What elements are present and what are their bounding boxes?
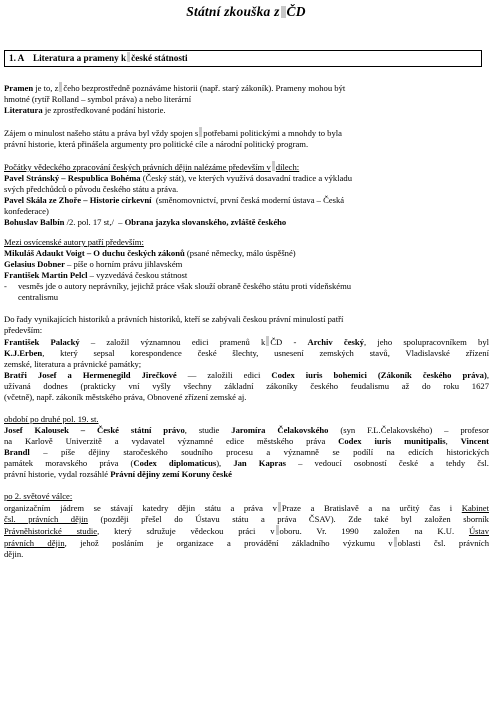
entry-dobner: Gelasius Dobner – píše o horním právu jihlavském xyxy=(4,259,183,269)
entry-stransky-2: svých předchůdců o původu českého státu a práva. xyxy=(4,184,179,194)
heading-obdobi: období po druhé pol. 19. st. xyxy=(4,414,99,424)
entry-skala: Pavel Skála ze Zhoře – Historie církevní (směnomovnictví, první česká moderní ústava – Česká xyxy=(4,195,345,205)
entry-kapras-2: právní historie, vydal rozsáhlé Právní dějiny zemí Koruny české xyxy=(4,469,232,479)
entry-jireckove-3: (včetně), např. zákoník městského práva, Obnovené zřízení zemské aj. xyxy=(4,392,247,402)
paragraph-zajem: Zájem o minulost našeho státu a práva byl vždy spojen s potřebami politickými a mnohdy to byla xyxy=(4,128,342,138)
paragraph-literatura: Literatura je zprostředkované podání historie. xyxy=(4,105,166,115)
entry-brandl: Brandl – píše dějiny staročeského soudního procesu a významně se podílí na edicích historických xyxy=(4,447,489,457)
entry-jireckove-2: užívaná dodnes (prakticky vní vyšly všechny základní zákoníky českého feudalismu až do roku 1627 xyxy=(4,381,489,391)
cursor-marker xyxy=(127,52,130,62)
paragraph-po-valce-5: dějin. xyxy=(4,549,24,559)
entry-celakovsky: na Karlově Univerzitě a vydavatel významné edice městského práva Codex iuris munitipalis, Vincent xyxy=(4,436,489,446)
entry-skala-2: konfederace) xyxy=(4,206,49,216)
paragraph-po-valce-3: Právněhistorické studie, který sdružuje vědeckou práci v oboru. Vr. 1990 založen na K.U. Ústav xyxy=(4,526,490,536)
entry-jireckove: Bratři Josef a Hermenegild Jirečkové — založili edici Codex iuris bohemici (Zákoník českého práva), xyxy=(4,370,489,380)
section-heading-box: 1. A Literatura a prameny k české státnosti xyxy=(4,50,482,67)
heading-osvicensti: Mezi osvícenské autory patří především: xyxy=(4,237,144,247)
entry-erben-2: zemské, literatura a právnické památky; xyxy=(4,359,142,369)
document-title: Státní zkouška z ČD xyxy=(186,4,306,19)
entry-pelcl: František Martin Pelcl – vyzvedává českou státnost xyxy=(4,270,188,280)
entry-palacky: František Palacký – založil významnou edici pramenů k ČD - Archiv český, jeho spolupracovníkem byl xyxy=(4,337,489,347)
document-body xyxy=(4,82,489,560)
paragraph-zajem-2: právní historie, která přinášela argumenty pro politické cíle a národní politický program. xyxy=(4,139,309,149)
entry-erben: K.J.Erben, který sepsal korespondence české šlechty, usnesení zemských stavů, Vladislavské zřízení xyxy=(4,348,489,358)
paragraph-po-valce-2: čsl. právních dějin (později přešel do Ústavu státu a práva ČSAV). Zde také byl založen sborník xyxy=(4,514,489,524)
entry-balbin: Bohuslav Balbín /2. pol. 17 st,/ – Obrana jazyka slovanského, zvláště českého xyxy=(4,217,287,227)
bullet-item: - vesměs jde o autory neprávníky, jejichž práce však slouží obraně českého státu proti vídeňskému centralismu xyxy=(4,281,352,302)
paragraph-po-valce: organizačním jádrem se stávají katedry dějin státu a práva v Praze a Bratislavě a na určitý čas i Kabinet xyxy=(4,503,489,513)
entry-kapras: památek moravského práva (Codex diplomaticus), Jan Kapras – vedoucí osobností české a tehdy čsl. xyxy=(4,458,489,468)
heading-po-valce: po 2. světové válce: xyxy=(4,491,73,501)
paragraph-rady: Do řady vynikajících historiků a právních historiků, kteří se zabývali českou právní minulostí patří xyxy=(4,314,344,324)
paragraph-po-valce-4: právních dějin, jehož posláním je organizace a provádění základního výzkumu v oblasti čsl. právních xyxy=(4,538,489,548)
heading-pocatky: Počátky vědeckého zpracování českých právních dějin nalézáme především v dílech: xyxy=(4,162,300,172)
paragraph-rady-2: především: xyxy=(4,325,43,335)
entry-stransky: Pavel Stránský – Respublica Bohéma (Český stát), ve kterých využívá dosavadní tradice a výkladu xyxy=(4,173,352,183)
entry-kalousek: Josef Kalousek – České státní právo, studie Jaromíra Čelakovského (syn F.L.Čelakovského) – profesor xyxy=(4,425,489,435)
paragraph-pramen-2: hmotné (rytíř Rolland – symbol práva) a nebo literární xyxy=(4,94,192,104)
paragraph-pramen: Pramen je to, z čeho bezprostředně poznáváme historii (např. starý zákoník). Prameny mohou být xyxy=(4,83,346,93)
cursor-marker xyxy=(281,6,286,18)
entry-voigt: Mikuláš Adaukt Voigt – O duchu českých zákonů (psané německy, málo úspěšné) xyxy=(4,248,296,258)
